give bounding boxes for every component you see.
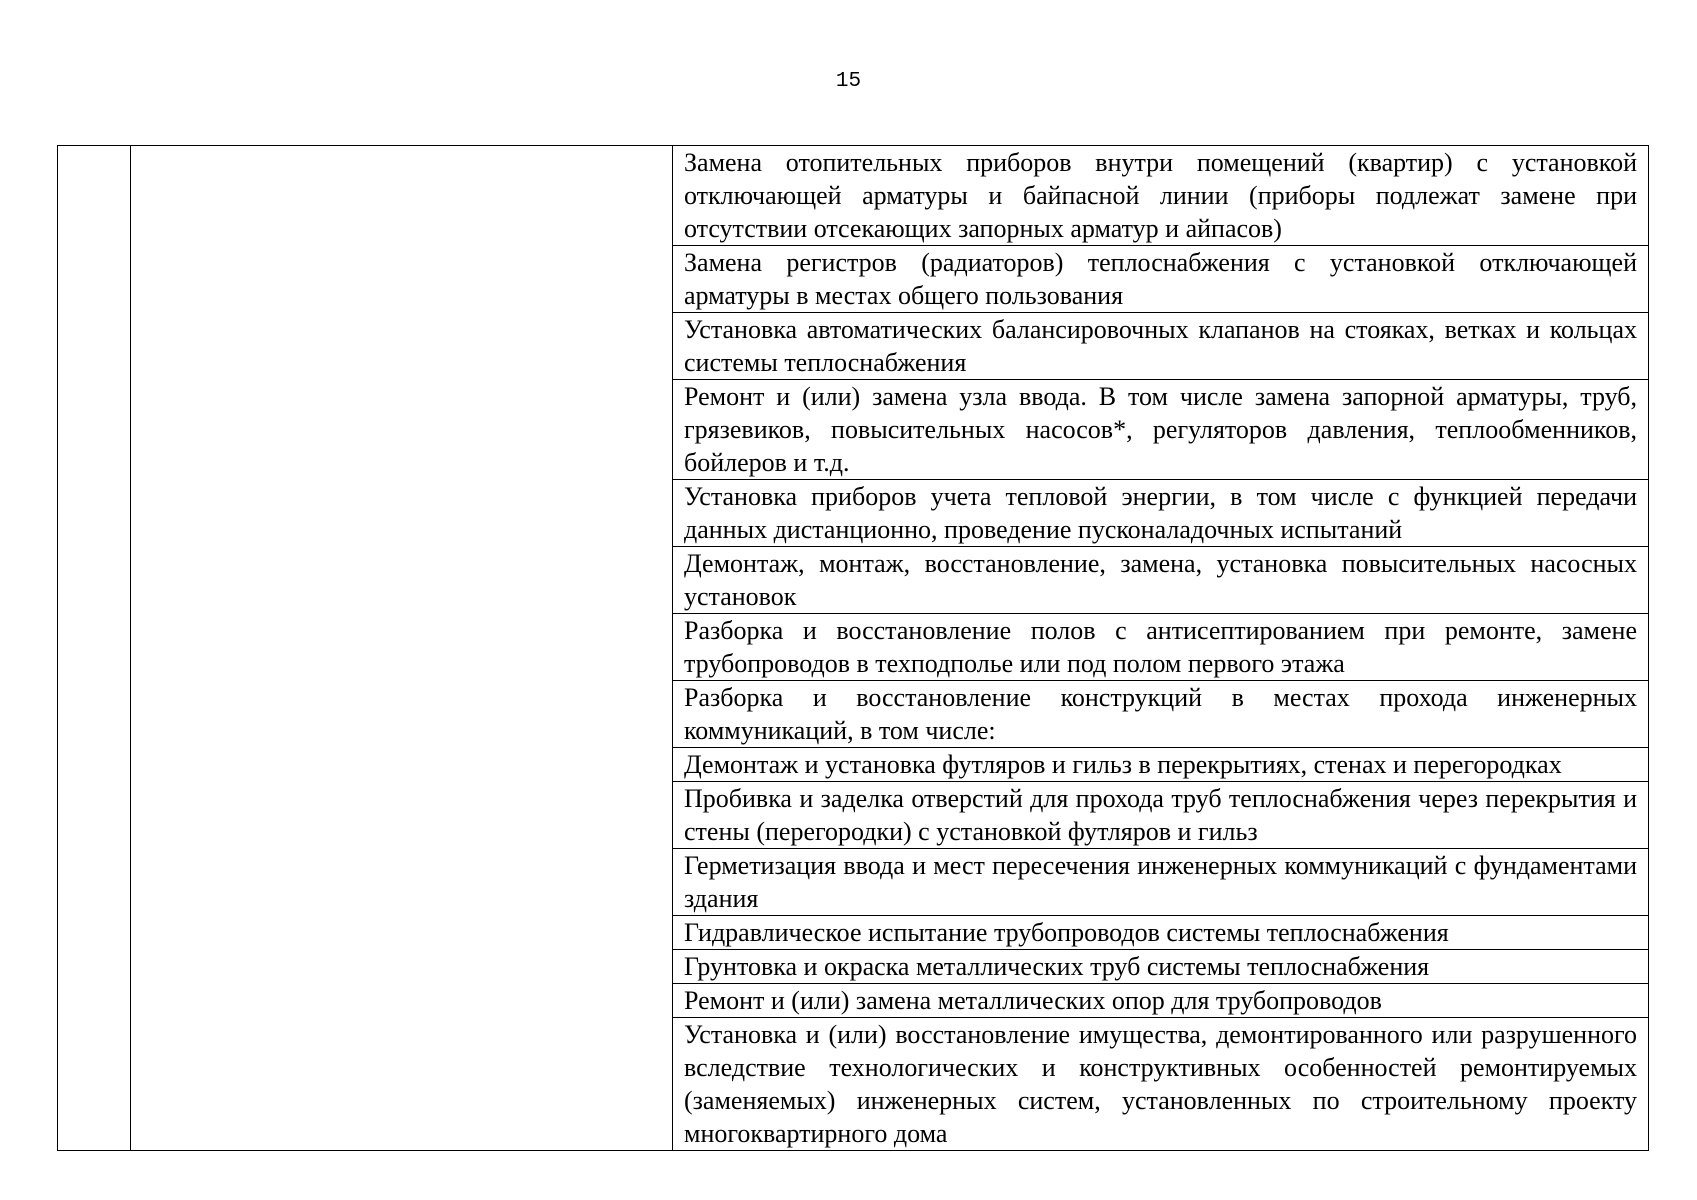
- work-item: Демонтаж, монтаж, восстановление, замена, установка повысительных насосных установок: [673, 547, 1649, 614]
- work-item: Установка и (или) восстановление имущества, демонтированного или разрушенного вследствие технологических и конструктивных особенностей ремонтируемых (заменяемых) инженерных систем, установленных по строительному проекту многоквартирного дома: [673, 1018, 1649, 1151]
- work-item: Разборка и восстановление конструкций в местах прохода инженерных коммуникаций, в том числе:: [673, 681, 1649, 748]
- work-item: Ремонт и (или) замена металлических опор для трубопроводов: [673, 984, 1649, 1018]
- work-item: Ремонт и (или) замена узла ввода. В том числе замена запорной арматуры, труб, грязевиков, повысительных насосов*, регуляторов давления, теплообменников, бойлеров и т.д.: [673, 380, 1649, 480]
- work-item: Замена регистров (радиаторов) теплоснабжения с установкой отключающей арматуры в местах общего пользования: [673, 246, 1649, 313]
- work-item: Грунтовка и окраска металлических труб системы теплоснабжения: [673, 950, 1649, 984]
- name-cell: [131, 146, 673, 1151]
- work-item: Пробивка и заделка отверстий для прохода труб теплоснабжения через перекрытия и стены (перегородки) с установкой футляров и гильз: [673, 782, 1649, 849]
- works-table: [57, 145, 1649, 1151]
- table-row: [58, 146, 1649, 246]
- work-item: Гидравлическое испытание трубопроводов системы теплоснабжения: [673, 916, 1649, 950]
- work-item: Установка автоматических балансировочных клапанов на стояках, ветках и кольцах системы теплоснабжения: [673, 313, 1649, 380]
- work-item: Установка приборов учета тепловой энергии, в том числе с функцией передачи данных дистанционно, проведение пусконаладочных испытаний: [673, 480, 1649, 547]
- work-item: Замена отопительных приборов внутри помещений (квартир) с установкой отключающей арматуры и байпасной линии (приборы подлежат замене при отсутствии отсекающих запорных арматур и айпасов): [673, 146, 1649, 246]
- page-number: 15: [835, 70, 862, 93]
- number-cell: [58, 146, 131, 1151]
- work-item: Разборка и восстановление полов с антисептированием при ремонте, замене трубопроводов в техподполье или под полом первого этажа: [673, 614, 1649, 681]
- work-item: Демонтаж и установка футляров и гильз в перекрытиях, стенах и перегородках: [673, 748, 1649, 782]
- work-item: Герметизация ввода и мест пересечения инженерных коммуникаций с фундаментами здания: [673, 849, 1649, 916]
